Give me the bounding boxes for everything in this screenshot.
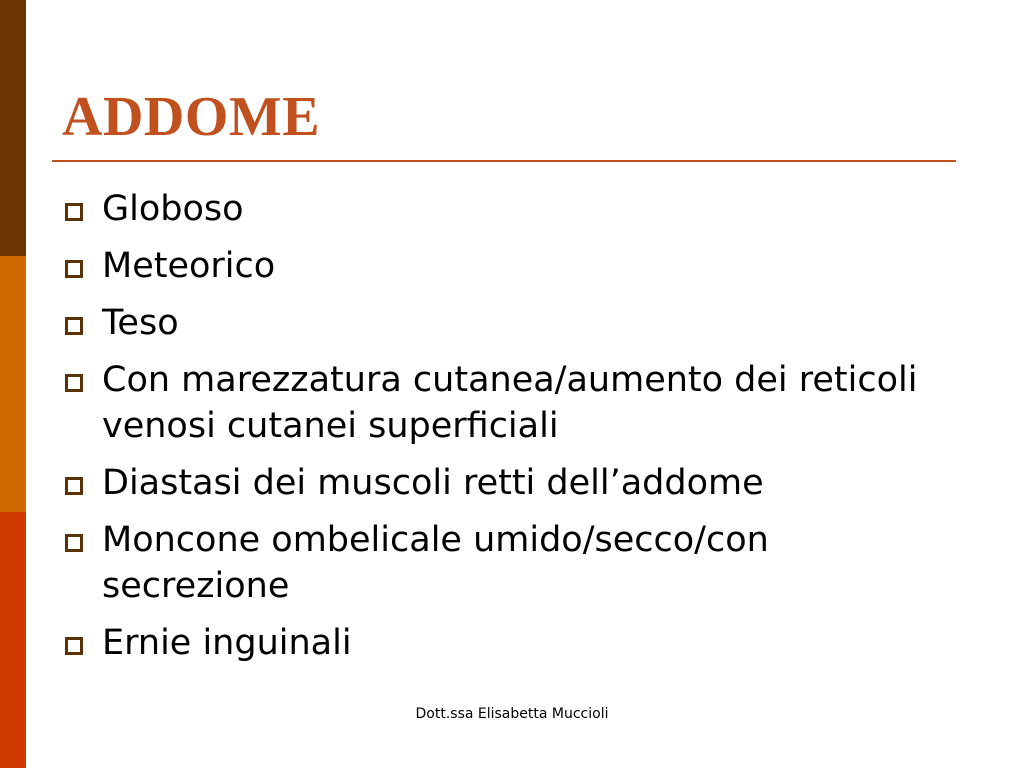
bullet-text: Globoso (102, 189, 244, 229)
side-bar-segment-top (0, 0, 26, 256)
square-bullet-icon (65, 260, 83, 278)
bullet-text: Ernie inguinali (102, 623, 352, 663)
bullet-item (62, 186, 962, 232)
bullet-list (62, 186, 962, 677)
square-bullet-icon (65, 477, 83, 495)
square-bullet-icon (65, 637, 83, 655)
bullet-item (62, 620, 962, 666)
bullet-item (62, 243, 962, 289)
bullet-text: Teso (102, 303, 179, 343)
slide-title: ADDOME (62, 86, 321, 148)
square-bullet-icon (65, 534, 83, 552)
bullet-item (62, 357, 962, 449)
bullet-item (62, 460, 962, 506)
square-bullet-icon (65, 203, 83, 221)
square-bullet-icon (65, 374, 83, 392)
bullet-item (62, 517, 962, 609)
side-bar-segment-middle (0, 256, 26, 512)
bullet-item (62, 300, 962, 346)
bullet-text: Meteorico (102, 246, 276, 286)
bullet-text: Con marezzatura cutanea/aumento dei reticoli venosi cutanei superficiali (102, 360, 918, 446)
square-bullet-icon (65, 317, 83, 335)
title-underline (52, 160, 956, 162)
bullet-text: Moncone ombelicale umido/secco/con secrezione (102, 520, 769, 606)
side-color-bar (0, 0, 26, 768)
bullet-text: Diastasi dei muscoli retti dell’addome (102, 463, 764, 503)
side-bar-segment-bottom (0, 512, 26, 768)
slide-footer: Dott.ssa Elisabetta Muccioli (415, 706, 609, 722)
